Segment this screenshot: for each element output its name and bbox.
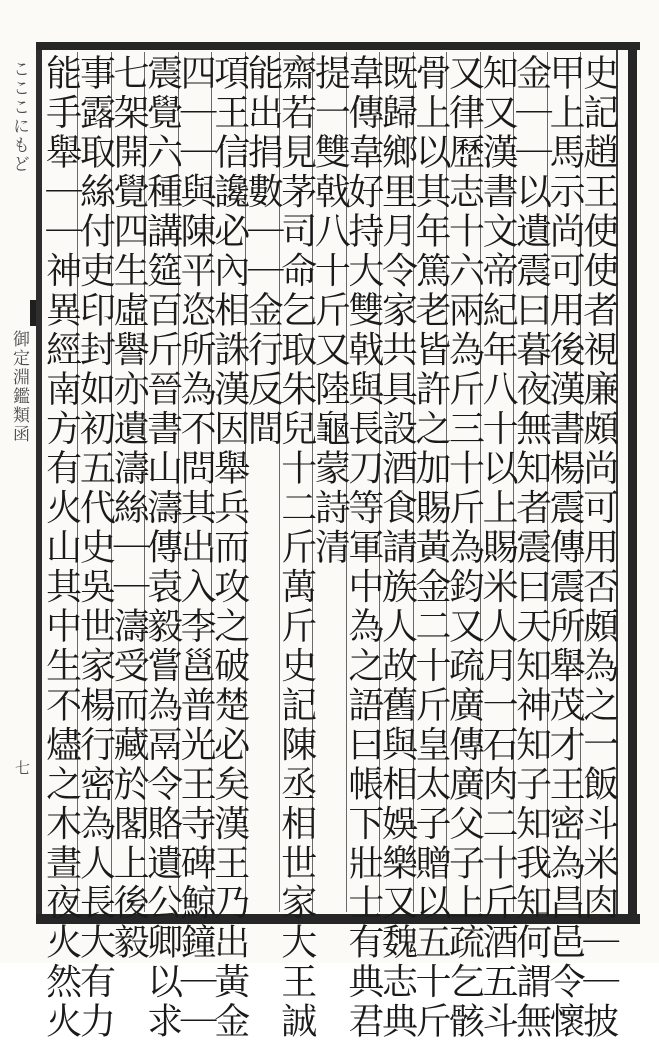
column-text: 提一雙戟八十斤又陸龜蒙詩清 xyxy=(309,54,351,568)
column-text: 項王信讒必內相誅漢因舉兵而攻之破楚必矣漢王乃出黃金 xyxy=(208,54,250,1042)
text-column xyxy=(544,52,586,1042)
column-text: 七架開覺四生虛譽亦遺濤絲｜｜濤受而藏於閣上後毅 xyxy=(108,54,150,963)
column-text: 能手舉｜｜神異經南方有火山其中生不燼之木晝夜火然火 xyxy=(40,54,82,1042)
column-text: 韋傳韋好持大雙戟與長刀等軍中為之語曰帳下壯士有典君 xyxy=(342,54,384,1042)
column-text: 四｜｜與陳平恣所為不問其出入李邕普光王寺碑鯨鐘｜｜ xyxy=(175,54,217,1042)
margin-page-number: 七 xyxy=(13,760,31,775)
text-column xyxy=(342,52,384,1042)
column-text: 既歸鄉里月令家共具設酒食請族人故舊與相娛樂又魏志典 xyxy=(376,54,418,1042)
text-column xyxy=(175,52,217,1042)
column-text: 震覺六種講筵百斤晉書山濤傳袁毅嘗為鬲令賂遺公卿以求 xyxy=(141,54,183,1042)
text-column xyxy=(74,52,116,1042)
column-text: 金｜｜以遺震曰暮夜無知者震曰天知神知子知我知何謂無 xyxy=(510,54,552,1042)
text-column xyxy=(108,52,150,963)
text-column xyxy=(275,52,317,1042)
text-column xyxy=(141,52,183,1042)
column-text: 骨上以其年篤老皆許之加賜黃金二十斤皇太子贈以五十斤 xyxy=(409,54,451,1042)
text-column xyxy=(309,52,351,912)
frame-right-border xyxy=(628,42,637,924)
column-text: 甲上馬示尚可用後漢書楊震傳震所舉茂才王密為昌邑令懷 xyxy=(544,54,586,1042)
column-text: 齋若見茅司命乞取朱兒十二斤萬斤史記陳丞相世家大王誠 xyxy=(275,54,317,1042)
page-margin xyxy=(0,0,36,963)
column-text: 知又漢書文帝紀年八十以上賜米人月一石肉二十斤酒五斗 xyxy=(477,54,519,1042)
text-column xyxy=(577,52,619,1042)
text-column xyxy=(40,52,82,1042)
text-column xyxy=(376,52,418,1042)
text-column xyxy=(443,52,485,1042)
text-column xyxy=(409,52,451,1042)
margin-book-title: 御定淵鑑類函 xyxy=(9,330,29,444)
column-text: 史記趙王使使者視廉頗尚可用否頗為之一飯斗米肉｜｜披 xyxy=(577,54,619,1042)
column-text: 又律歷志十六兩為斤三十斤為鈞又疏廣傳廣父子上疏乞骸 xyxy=(443,54,485,1042)
text-column xyxy=(510,52,552,1042)
frame-top-border xyxy=(36,42,640,50)
text-column xyxy=(242,52,284,912)
text-column xyxy=(477,52,519,1042)
text-column xyxy=(208,52,250,1042)
column-text: 事露取絲付吏印封如初五代史吳世家楊行密為人長大有力 xyxy=(74,54,116,1042)
column-text: 能出捐數｜｜金行反間 xyxy=(242,54,284,449)
text-columns xyxy=(40,52,619,1042)
margin-title: こここにもど xyxy=(9,60,29,174)
